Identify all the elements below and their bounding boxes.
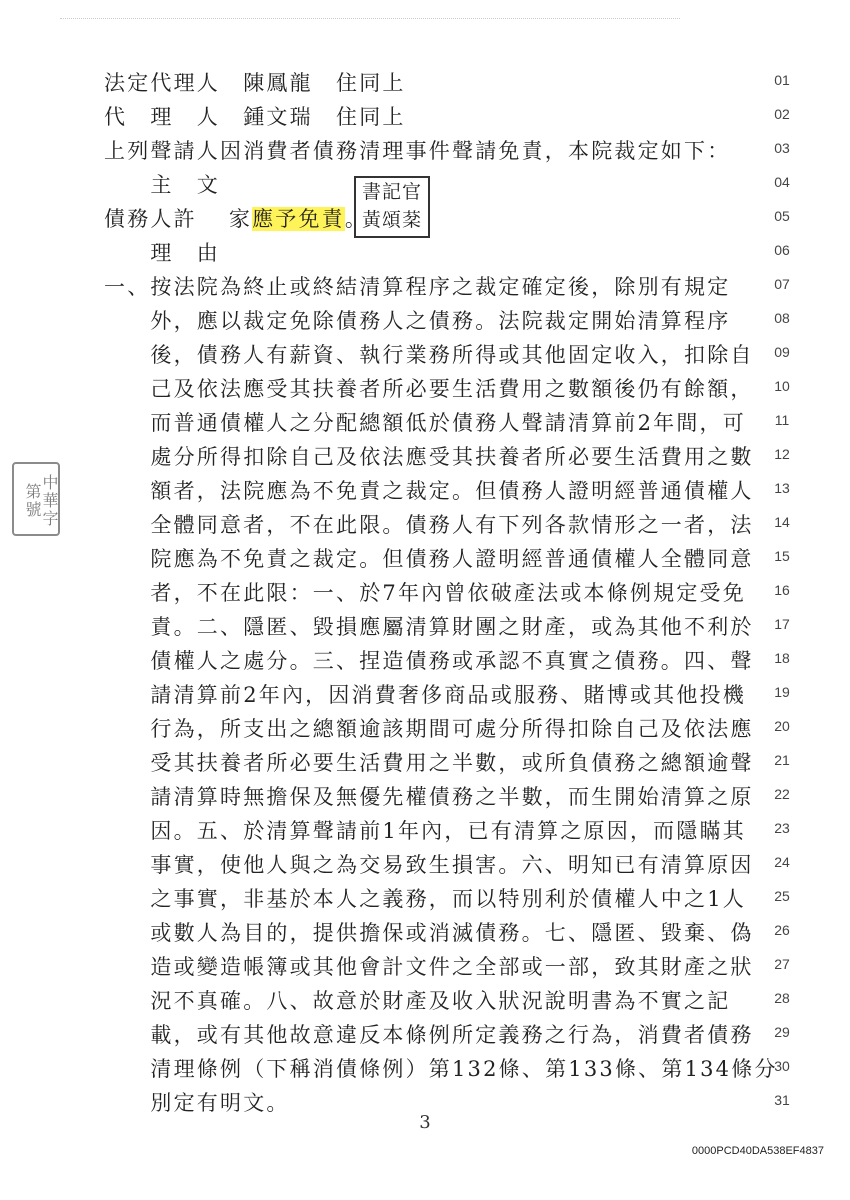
document-line <box>0 340 850 374</box>
document-line <box>0 544 850 578</box>
document-line <box>0 102 850 136</box>
line-number: 01 <box>774 72 790 88</box>
line-number: 09 <box>774 344 790 360</box>
line-number: 19 <box>774 684 790 700</box>
line-text: 之事實，非基於本人之義務，而以特別利於債權人中之1人 <box>104 887 746 911</box>
line-number: 04 <box>774 174 790 190</box>
clerk-stamp-name: 黃頌棻 <box>361 209 422 231</box>
line-number: 26 <box>774 922 790 938</box>
line-number: 21 <box>774 752 790 768</box>
document-line <box>0 476 850 510</box>
line-text: 者，不在此限：一、於7年內曾依破產法或本條例規定受免 <box>104 581 746 605</box>
line-text: 法定代理人 陳鳳龍 住同上 <box>104 71 406 95</box>
document-line <box>0 680 850 714</box>
document-line <box>0 238 850 272</box>
line-number: 16 <box>774 582 790 598</box>
line-number: 03 <box>774 140 790 156</box>
line-text: 事實，使他人與之為交易致生損害。六、明知已有清算原因 <box>104 853 754 877</box>
document-line <box>0 714 850 748</box>
line-number: 18 <box>774 650 790 666</box>
line-number: 20 <box>774 718 790 734</box>
line-text-before: 債務人許 家 <box>104 207 253 231</box>
clerk-stamp-title: 書記官 <box>361 181 422 203</box>
line-text: 別定有明文。 <box>104 1091 290 1115</box>
court-seal: 中華字第號 <box>12 462 60 536</box>
line-text: 代 理 人 鍾文瑞 住同上 <box>104 105 406 129</box>
line-text: 載，或有其他故意違反本條例所定義務之行為，消費者債務 <box>104 1023 754 1047</box>
line-number: 12 <box>774 446 790 462</box>
document-line <box>0 748 850 782</box>
document-line <box>0 578 850 612</box>
line-text: 而普通債權人之分配總額低於債務人聲請清算前2年間，可 <box>104 411 746 435</box>
document-line <box>0 952 850 986</box>
line-number: 24 <box>774 854 790 870</box>
document-line <box>0 816 850 850</box>
line-text: 因。五、於清算聲請前1年內，已有清算之原因，而隱瞞其 <box>104 819 746 843</box>
line-text: 造或變造帳簿或其他會計文件之全部或一部，致其財產之狀 <box>104 955 754 979</box>
line-text <box>104 204 368 234</box>
document-line <box>0 510 850 544</box>
line-number: 10 <box>774 378 790 394</box>
document-line <box>0 850 850 884</box>
document-line <box>0 782 850 816</box>
line-number: 05 <box>774 208 790 224</box>
highlighted-ruling: 應予免責 <box>252 207 345 231</box>
line-text: 受其扶養者所必要生活費用之半數，或所負債務之總額逾聲 <box>104 751 754 775</box>
line-text: 況不真確。八、故意於財產及收入狀況說明書為不實之記 <box>104 989 731 1013</box>
line-number: 22 <box>774 786 790 802</box>
line-number: 31 <box>774 1092 790 1108</box>
line-number: 27 <box>774 956 790 972</box>
document-line <box>0 646 850 680</box>
line-number: 02 <box>774 106 790 122</box>
document-line <box>0 68 850 102</box>
line-text-after: 。 <box>344 207 369 231</box>
document-line <box>0 442 850 476</box>
line-text: 行為，所支出之總額逾該期間可處分所得扣除自己及依法應 <box>104 717 754 741</box>
document-line <box>0 1020 850 1054</box>
line-text: 理 由 <box>104 241 220 265</box>
line-text: 責。二、隱匿、毀損應屬清算財團之財產，或為其他不利於 <box>104 615 754 639</box>
page-number: 3 <box>419 1112 431 1133</box>
line-text: 主 文 <box>104 173 220 197</box>
document-line <box>0 136 850 170</box>
line-text: 清理條例（下稱消債條例）第132條、第133條、第134條分 <box>104 1057 778 1081</box>
document-line <box>0 612 850 646</box>
line-text: 後，債務人有薪資、執行業務所得或其他固定收入，扣除自 <box>104 343 754 367</box>
line-number: 07 <box>774 276 790 292</box>
document-line <box>0 408 850 442</box>
line-text: 請清算時無擔保及無優先權債務之半數，而生開始清算之原 <box>104 785 754 809</box>
document-line <box>0 272 850 306</box>
document-id: 0000PCD40DA538EF4837 <box>691 1145 824 1157</box>
line-text: 外，應以裁定免除債務人之債務。法院裁定開始清算程序 <box>104 309 731 333</box>
line-number: 17 <box>774 616 790 632</box>
line-number: 11 <box>774 412 790 428</box>
line-number: 08 <box>774 310 790 326</box>
line-number: 29 <box>774 1024 790 1040</box>
document-line <box>0 884 850 918</box>
line-text: 上列聲請人因消費者債務清理事件聲請免責，本院裁定如下： <box>104 139 731 163</box>
line-text: 院應為不免責之裁定。但債務人證明經普通債權人全體同意 <box>104 547 754 571</box>
line-number: 13 <box>774 480 790 496</box>
document-line <box>0 918 850 952</box>
document-line <box>0 1054 850 1088</box>
line-text: 處分所得扣除自己及依法應受其扶養者所必要生活費用之數 <box>104 445 754 469</box>
line-text: 一、按法院為終止或終結清算程序之裁定確定後，除別有規定 <box>104 275 731 299</box>
line-text: 己及依法應受其扶養者所必要生活費用之數額後仍有餘額， <box>104 377 754 401</box>
line-number: 06 <box>774 242 790 258</box>
line-number: 23 <box>774 820 790 836</box>
line-text: 額者，法院應為不免責之裁定。但債務人證明經普通債權人 <box>104 479 754 503</box>
scan-artifact <box>60 18 680 49</box>
document-line <box>0 374 850 408</box>
document-line <box>0 306 850 340</box>
line-text: 請清算前2年內，因消費奢侈商品或服務、賭博或其他投機 <box>104 683 746 707</box>
line-number: 15 <box>774 548 790 564</box>
line-number: 25 <box>774 888 790 904</box>
line-text: 或數人為目的，提供擔保或消滅債務。七、隱匿、毀棄、偽 <box>104 921 754 945</box>
line-number: 28 <box>774 990 790 1006</box>
line-text: 全體同意者，不在此限。債務人有下列各款情形之一者，法 <box>104 513 754 537</box>
line-text: 債權人之處分。三、捏造債務或承認不真實之債務。四、聲 <box>104 649 754 673</box>
line-number: 30 <box>774 1058 790 1074</box>
line-number: 14 <box>774 514 790 530</box>
document-line <box>0 986 850 1020</box>
clerk-stamp <box>354 176 430 238</box>
